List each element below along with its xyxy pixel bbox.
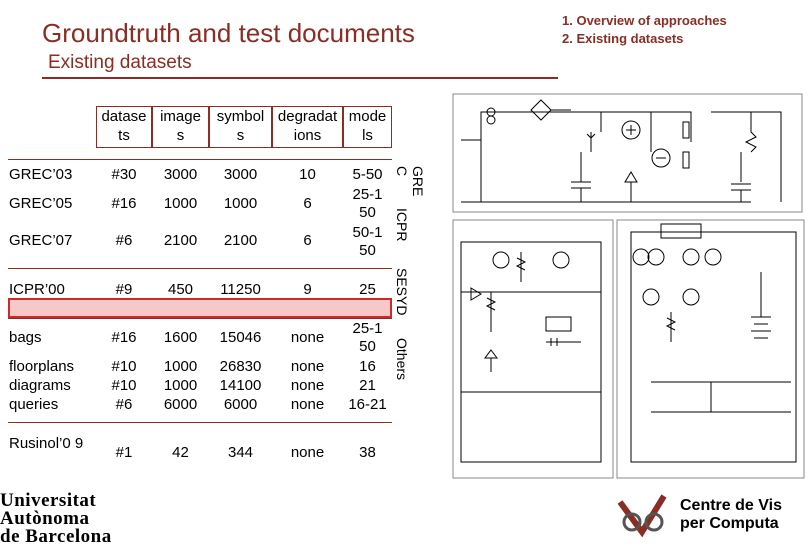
cell-models: 5-50 — [352, 166, 383, 183]
cell-symbols: 14100 — [219, 377, 262, 394]
uab-logo-line-3: de Barcelona — [0, 526, 112, 547]
cell-datasets: #6 — [115, 396, 133, 413]
cell-models: 21 — [359, 377, 376, 394]
outline-item-1: 1. Overview of approaches — [562, 13, 727, 28]
cell-models: 16 — [359, 358, 376, 375]
cell-degradations: none — [290, 358, 325, 375]
outline-item-2: 2. Existing datasets — [562, 31, 684, 46]
cell-degradations: none — [290, 377, 325, 394]
uab-logo-line-1: Universitat — [0, 490, 97, 511]
row-name: ICPR’00 — [9, 281, 65, 298]
header-degradations-line1: degradat — [277, 108, 338, 125]
cell-models: 25 — [359, 281, 376, 298]
cell-images: 3000 — [163, 166, 198, 183]
circuit-diagram-image — [451, 92, 806, 480]
header-models — [343, 106, 392, 148]
group-divider — [8, 159, 392, 160]
row-name: GREC’05 — [9, 195, 73, 212]
outline — [562, 12, 727, 48]
cell-images: 450 — [167, 281, 194, 298]
header-images — [152, 106, 209, 148]
slide-title: Groundtruth and test documents — [42, 18, 415, 48]
cell-datasets: #9 — [115, 281, 133, 298]
header-datasets — [96, 106, 152, 148]
cvc-logo-line-2: per Computa — [680, 515, 779, 532]
cell-symbols: 344 — [227, 444, 254, 461]
row-name: diagrams — [9, 377, 71, 394]
cell-degradations: none — [290, 329, 325, 346]
cell-symbols: 3000 — [223, 166, 258, 183]
header-symbols-line1: symbol — [216, 108, 265, 125]
uab-logo-line-2: Autònoma — [0, 508, 90, 529]
cell-images: 2100 — [163, 232, 198, 249]
header-degradations — [272, 106, 343, 148]
highlight-box — [8, 298, 392, 318]
cvc-logo-line-1: Centre de Vis — [680, 497, 782, 514]
cell-datasets: #30 — [111, 166, 137, 183]
cell-degradations: 10 — [299, 166, 316, 183]
cell-symbols: 15046 — [219, 329, 262, 346]
group-label-sesyd: SESYD — [394, 268, 410, 316]
cell-models: 25-150 — [352, 186, 383, 221]
cell-models: 38 — [359, 444, 376, 461]
row-name: GREC’07 — [9, 232, 73, 249]
cell-symbols: 11250 — [220, 281, 261, 298]
title-underline — [42, 77, 558, 79]
cell-symbols: 1000 — [223, 195, 258, 212]
cell-degradations: none — [290, 444, 325, 461]
header-images-line2: s — [176, 127, 185, 144]
row-name: bags — [9, 329, 42, 346]
row-name: GREC’03 — [9, 166, 73, 183]
group-label-icpr: ICPR — [394, 208, 410, 242]
uab-logo — [0, 492, 112, 546]
cell-datasets: #16 — [111, 329, 137, 346]
group-label-others: Others — [394, 338, 410, 381]
cell-degradations: 9 — [303, 281, 312, 298]
header-symbols-line2: s — [236, 127, 245, 144]
cell-images: 1000 — [163, 358, 198, 375]
header-models-line1: mode — [348, 108, 387, 125]
cell-datasets: #16 — [111, 195, 137, 212]
cell-symbols: 26830 — [219, 358, 262, 375]
cell-images: 1000 — [163, 377, 198, 394]
row-name: Rusinol’0 9 — [9, 435, 84, 452]
cell-models: 25-150 — [352, 320, 383, 355]
cell-datasets: #6 — [115, 232, 133, 249]
header-images-line1: image — [160, 108, 201, 125]
group-divider — [8, 318, 392, 319]
cell-datasets: #1 — [115, 444, 133, 461]
header-datasets-line1: datase — [101, 108, 147, 125]
group-divider — [8, 422, 392, 423]
cell-symbols: 6000 — [223, 396, 258, 413]
cell-models: 50-150 — [352, 224, 383, 259]
cell-images: 1000 — [163, 195, 198, 212]
cell-models: 16-21 — [348, 396, 387, 413]
group-divider — [8, 268, 392, 269]
row-name: floorplans — [9, 358, 75, 375]
header-models-line2: ls — [362, 127, 373, 144]
group-label-grec: GREC — [394, 166, 426, 197]
row-name: queries — [9, 396, 59, 413]
cell-images: 6000 — [163, 396, 198, 413]
cell-datasets: #10 — [111, 377, 137, 394]
slide-subtitle: Existing datasets — [48, 52, 192, 73]
cell-degradations: 6 — [303, 195, 312, 212]
header-degradations-line2: ions — [293, 127, 322, 144]
header-symbols — [209, 106, 272, 148]
cell-degradations: 6 — [303, 232, 312, 249]
header-datasets-line2: ts — [118, 127, 130, 144]
cell-images: 1600 — [163, 329, 198, 346]
cell-symbols: 2100 — [223, 232, 258, 249]
cvc-logo-text — [680, 497, 782, 533]
cell-datasets: #10 — [111, 358, 137, 375]
cell-degradations: none — [290, 396, 325, 413]
cell-images: 42 — [172, 444, 189, 461]
